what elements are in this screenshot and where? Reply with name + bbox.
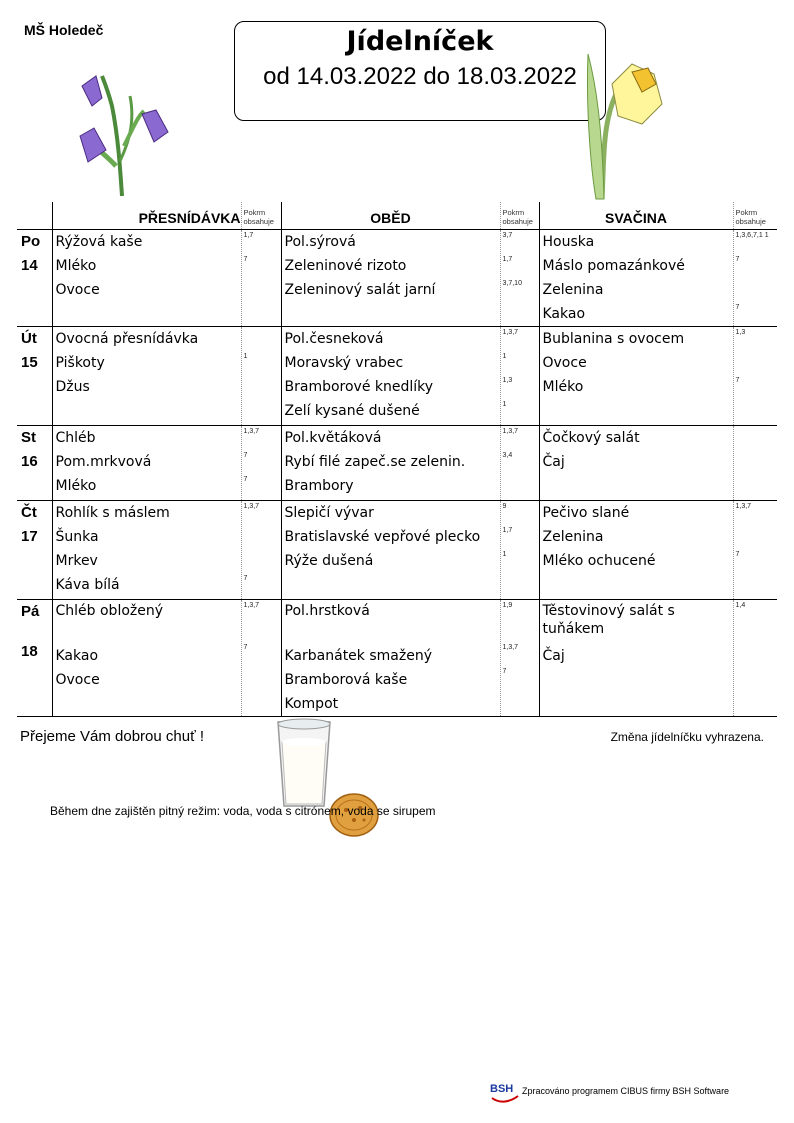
menu-item: Pečivo slané: [542, 505, 630, 521]
menu-item: Kompot: [284, 696, 339, 712]
menu-table: [17, 202, 777, 717]
menu-item: Čaj: [542, 648, 565, 664]
allergen-codes: [734, 642, 778, 666]
menu-item: Zeleninový salát jarní: [284, 282, 436, 298]
allergen-codes: 3,7,10: [502, 280, 522, 287]
day-number: 17: [21, 528, 38, 545]
allergen-codes: 1,7: [502, 256, 513, 263]
day-header: [17, 202, 52, 230]
menu-item: Pol.sýrová: [284, 234, 356, 250]
menu-item: Piškoty: [55, 355, 105, 371]
allergen-codes: 1,3,7: [243, 602, 260, 609]
allergen-codes: 7: [243, 452, 248, 459]
allergen-codes: [734, 278, 778, 302]
menu-item: Mléko: [542, 379, 584, 395]
allergen-codes: [734, 426, 778, 450]
allergen-codes: 1,4: [735, 602, 746, 609]
allergen-codes: [734, 525, 778, 549]
menu-item: Čočkový salát: [542, 430, 640, 446]
allergen-codes: [501, 690, 539, 714]
menu-item: Chléb: [55, 430, 96, 446]
day-number: 16: [21, 453, 38, 470]
day-number: 18: [21, 643, 38, 660]
menu-item: Bramborová kaše: [284, 672, 408, 688]
title-box: [234, 21, 606, 121]
day-number: 15: [21, 354, 38, 371]
day-abbr: Út: [21, 330, 37, 347]
bsh-logo-text: BSH: [490, 1083, 514, 1095]
footer-text: Zpracováno programem CIBUS firmy BSH Software: [522, 1086, 730, 1096]
allergen-codes: 1,3: [502, 377, 513, 384]
menu-item: Rohlík s máslem: [55, 505, 170, 521]
menu-item: Máslo pomazánkové: [542, 258, 685, 274]
menu-item: Karbanátek smažený: [284, 648, 432, 664]
menu-item: Brambory: [284, 478, 354, 494]
allergen-codes: 1,3: [735, 329, 746, 336]
allergens-header: Pokrm obsahuje: [241, 202, 281, 230]
day-abbr: Po: [21, 233, 41, 250]
menu-item: Kakao: [542, 306, 586, 322]
allergen-codes: 7: [735, 256, 740, 263]
menu-item: Zelí kysané dušené: [284, 403, 420, 419]
allergen-codes: [242, 327, 281, 351]
allergen-codes: 3,7: [502, 232, 513, 239]
allergen-codes: [242, 666, 281, 690]
allergen-codes: 1,3,6,7,1 1: [735, 232, 769, 239]
allergens-header: Pokrm obsahuje: [500, 202, 539, 230]
menu-item: Bramborové knedlíky: [284, 379, 434, 395]
menu-item: Mléko: [55, 478, 97, 494]
menu-item: Zelenina: [542, 529, 604, 545]
menu-item: Slepičí vývar: [284, 505, 374, 521]
menu-item: Houska: [542, 234, 595, 250]
menu-item: Čaj: [542, 454, 565, 470]
allergen-codes: 1,3,7: [502, 428, 519, 435]
allergen-codes: 1,9: [502, 602, 513, 609]
drinking-regime-text: Během dne zajištěn pitný režim: voda, voda s citrónem, voda se sirupem: [50, 804, 436, 818]
menu-item: Rýže dušená: [284, 553, 374, 569]
allergen-codes: 1: [502, 551, 507, 558]
bsh-logo: [488, 1080, 522, 1106]
allergen-codes: 1,3,7: [502, 644, 519, 651]
menu-item: Ovocná přesnídávka: [55, 331, 199, 347]
allergen-codes: 3,4: [502, 452, 513, 459]
allergen-codes: 7: [243, 256, 248, 263]
allergen-codes: 1,7: [243, 232, 254, 239]
menu-item: Chléb obložený: [55, 603, 164, 619]
menu-item: Zelenina: [542, 282, 604, 298]
menu-item: Ovoce: [542, 355, 587, 371]
menu-item: Mléko ochucené: [542, 553, 656, 569]
daffodil-flower-icon: [582, 44, 682, 204]
menu-item: Kakao: [55, 648, 99, 664]
allergen-codes: 7: [735, 304, 740, 311]
allergen-codes: 1: [502, 401, 507, 408]
allergen-codes: [734, 450, 778, 474]
day-row-monday: [17, 230, 777, 327]
allergen-codes: [242, 525, 281, 549]
bon-appetit-text: Přejeme Vám dobrou chuť !: [20, 728, 205, 745]
allergen-codes: [242, 549, 281, 573]
allergen-codes: [242, 375, 281, 399]
menu-item: Rýžová kaše: [55, 234, 143, 250]
menu-item: Ovoce: [55, 282, 100, 298]
menu-item: Mléko: [55, 258, 97, 274]
day-abbr: Pá: [21, 603, 40, 620]
allergens-header: Pokrm obsahuje: [733, 202, 777, 230]
menu-item: Pol.hrstková: [284, 603, 370, 619]
day-abbr: St: [21, 429, 36, 446]
menu-item: Pol.česneková: [284, 331, 384, 347]
allergen-codes: 1,7: [502, 527, 513, 534]
menu-item: Káva bílá: [55, 577, 120, 593]
change-note: Změna jídelníčku vyhrazena.: [610, 730, 764, 744]
allergen-codes: 1,3,7: [735, 503, 752, 510]
period: od 14.03.2022 do 18.03.2022: [263, 63, 577, 90]
day-abbr: Čt: [21, 504, 37, 521]
day-row-wednesday: [17, 426, 777, 501]
page-title: Jídelníček: [346, 26, 494, 57]
allergen-codes: 1: [243, 353, 248, 360]
allergen-codes: 7: [502, 668, 507, 675]
allergen-codes: 1,3,7: [243, 428, 260, 435]
allergen-codes: [734, 351, 778, 375]
menu-item: Pol.květáková: [284, 430, 382, 446]
menu-item: Bublanina s ovocem: [542, 331, 685, 347]
day-row-friday: [17, 600, 777, 717]
menu-item: Těstovinový salát s tuňákem: [542, 603, 675, 637]
menu-item: Ovoce: [55, 672, 100, 688]
menu-item: Rybí filé zapeč.se zelenin.: [284, 454, 466, 470]
menu-item: Pom.mrkvová: [55, 454, 152, 470]
milk-glass-icon: [274, 716, 334, 811]
allergen-codes: 7: [243, 476, 248, 483]
school-name: MŠ Holedeč: [24, 22, 104, 38]
day-number: 14: [21, 257, 38, 274]
allergen-codes: 7: [735, 551, 740, 558]
allergen-codes: 9: [502, 503, 507, 510]
allergen-codes: 1,3,7: [243, 503, 260, 510]
snack-header: SVAČINA: [539, 202, 733, 230]
lunch-header: OBĚD: [281, 202, 500, 230]
menu-item: Moravský vrabec: [284, 355, 404, 371]
day-row-thursday: [17, 501, 777, 600]
menu-item: Džus: [55, 379, 90, 395]
allergen-codes: 1,3,7: [502, 329, 519, 336]
allergen-codes: [501, 474, 539, 498]
allergen-codes: 1: [502, 353, 507, 360]
breakfast-header: PŘESNÍDÁVKA: [52, 202, 241, 230]
menu-item: Šunka: [55, 529, 99, 545]
allergen-codes: 7: [735, 377, 740, 384]
menu-item: Bratislavské vepřové plecko: [284, 529, 481, 545]
allergen-codes: [242, 278, 281, 302]
menu-item: Zeleninové rizoto: [284, 258, 407, 274]
header-row: [17, 202, 777, 230]
allergen-codes: 7: [243, 575, 248, 582]
menu-item: Mrkev: [55, 553, 98, 569]
bluebell-flower-icon: [72, 66, 182, 201]
day-row-tuesday: [17, 327, 777, 426]
allergen-codes: 7: [243, 644, 248, 651]
